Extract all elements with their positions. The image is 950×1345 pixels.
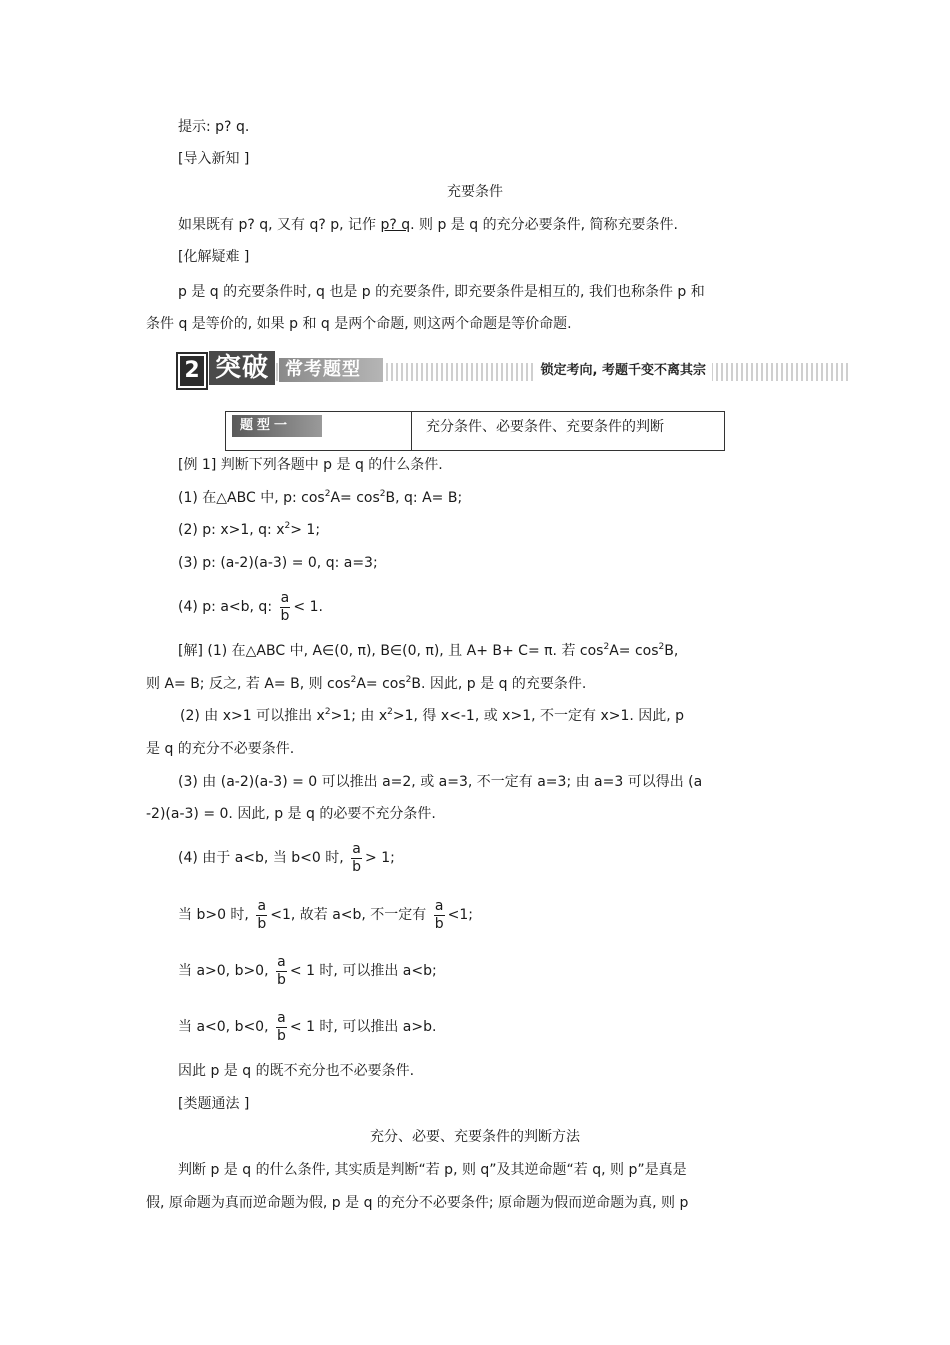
text: 当 b>0 时, <box>178 907 249 923</box>
fraction-a-over-b <box>280 590 291 625</box>
solution-4-line-4 <box>178 1007 436 1047</box>
clarify-line-1: p 是 q 的充要条件时, q 也是 p 的充要条件, 即充要条件是相互的, 我们也称条件 p 和 <box>178 284 705 300</box>
text: < 1 时, 可以推出 a>b. <box>289 1019 437 1035</box>
section-banner <box>176 349 848 389</box>
superscript: 2 <box>379 489 386 499</box>
definition-line <box>178 215 678 235</box>
hint-text: p? q. <box>215 119 250 135</box>
text: (2) 由 x>1 可以推出 x <box>180 708 325 724</box>
solution-3-line-2: -2)(a-3) = 0. 因此, p 是 q 的必要不充分条件. <box>146 806 436 822</box>
banner-stripes <box>176 363 848 381</box>
superscript: 2 <box>350 675 357 685</box>
text: B. 因此, p 是 q 的充要条件. <box>411 676 587 692</box>
numerator: a <box>257 897 267 914</box>
text: B, q: A= B; <box>385 490 463 506</box>
fraction-a-over-b <box>351 841 362 876</box>
numerator: a <box>277 1009 286 1026</box>
fraction-a-over-b <box>256 898 267 933</box>
fraction-a-over-b <box>276 954 287 989</box>
solution-2-line-1 <box>180 706 684 726</box>
denominator: b <box>257 915 267 932</box>
example-item-2 <box>178 520 320 540</box>
superscript: 2 <box>658 642 665 652</box>
denominator: b <box>277 971 286 988</box>
hint-label: 提示: <box>178 119 211 135</box>
text: (1) 在△ABC 中, p: cos <box>178 490 325 506</box>
text: <1, 故若 a<b, 不一定有 <box>270 907 427 923</box>
solution-4-line-3 <box>178 951 437 991</box>
question-type-title: 充分条件、必要条件、充要条件的判断 <box>426 419 664 435</box>
superscript: 2 <box>284 521 291 531</box>
text: < 1. <box>293 599 323 615</box>
text: (4) 由于 a<b, 当 b<0 时, <box>178 850 344 866</box>
banner-number: 2 <box>178 354 206 388</box>
heading-method: 充分、必要、充要条件的判断方法 <box>370 1129 580 1145</box>
text: (4) p: a<b, q: <box>178 599 273 615</box>
example-item-4 <box>178 587 323 627</box>
section-intro: [导入新知 ] <box>178 151 250 167</box>
hint-line <box>178 117 249 137</box>
superscript: 2 <box>387 707 393 717</box>
numerator: a <box>434 897 444 914</box>
solution-4-line-2 <box>178 895 473 935</box>
section-clarify: [化解疑难 ] <box>178 249 250 265</box>
text: 当 a<0, b<0, <box>178 1019 269 1035</box>
solution-2-line-2: 是 q 的充分不必要条件. <box>146 741 295 757</box>
fraction-a-over-b <box>276 1010 287 1045</box>
banner-tagline: 锁定考向, 考题千变不离其宗 <box>535 361 712 381</box>
banner-title: 突破 <box>209 351 275 385</box>
text: B, <box>664 643 679 659</box>
method-line-2: 假, 原命题为真而逆命题为假, p 是 q 的充分不必要条件; 原命题为假而逆命题为真, 则 p <box>146 1195 689 1211</box>
text: A= cos <box>356 676 406 692</box>
text: >1; 由 x <box>330 708 388 724</box>
solution-conclusion: 因此 p 是 q 的既不充分也不必要条件. <box>178 1063 415 1079</box>
denominator: b <box>280 607 290 624</box>
text: A= cos <box>330 490 380 506</box>
numerator: a <box>352 840 361 857</box>
superscript: 2 <box>603 642 610 652</box>
text: <1; <box>447 907 474 923</box>
question-type-label: 题型一 <box>232 415 322 437</box>
solution-1-line-2 <box>146 674 586 694</box>
definition-notation: p? q <box>380 217 411 233</box>
superscript: 2 <box>324 489 331 499</box>
method-line-1: 判断 p 是 q 的什么条件, 其实质是判断“若 p, 则 q”及其逆命题“若 q, 则 p”是真是 <box>178 1162 687 1178</box>
denominator: b <box>277 1027 286 1044</box>
text: 当 a>0, b>0, <box>178 963 269 979</box>
text: [解] (1) 在△ABC 中, A∈(0, π), B∈(0, π), 且 A+ B+ C= π. 若 cos <box>178 643 604 659</box>
banner-subtitle: 常考题型 <box>279 358 383 382</box>
numerator: a <box>277 953 286 970</box>
text: < 1 时, 可以推出 a<b; <box>289 963 437 979</box>
solution-1-line-1 <box>178 641 678 661</box>
text: > 1; <box>290 522 321 538</box>
definition-text-2: . 则 p 是 q 的充分必要条件, 简称充要条件. <box>410 217 678 233</box>
text: A= cos <box>609 643 659 659</box>
question-type-box <box>225 411 725 451</box>
superscript: 2 <box>405 675 412 685</box>
example-item-1 <box>178 488 462 508</box>
question-type-label-cell <box>226 412 412 450</box>
solution-4-line-1 <box>178 838 395 878</box>
solution-3-line-1: (3) 由 (a-2)(a-3) = 0 可以推出 a=2, 或 a=3, 不一定有 a=3; 由 a=3 可以得出 (a <box>178 774 703 790</box>
example-item-3: (3) p: (a-2)(a-3) = 0, q: a=3; <box>178 555 378 571</box>
definition-text-1: 如果既有 p? q, 又有 q? p, 记作 <box>178 217 381 233</box>
clarify-line-2: 条件 q 是等价的, 如果 p 和 q 是两个命题, 则这两个命题是等价命题. <box>146 316 572 332</box>
denominator: b <box>352 858 362 875</box>
section-method: [类题通法 ] <box>178 1096 250 1112</box>
text: (2) p: x>1, q: x <box>178 522 285 538</box>
numerator: a <box>280 589 290 606</box>
heading-chongyao: 充要条件 <box>447 184 503 200</box>
text: 则 A= B; 反之, 若 A= B, 则 cos <box>146 676 351 692</box>
example-heading: [例 1] 判断下列各题中 p 是 q 的什么条件. <box>178 457 443 473</box>
text: > 1; <box>365 850 395 866</box>
text: >1, 得 x<-1, 或 x>1, 不一定有 x>1. 因此, p <box>392 708 685 724</box>
denominator: b <box>434 915 444 932</box>
superscript: 2 <box>324 707 331 717</box>
fraction-a-over-b <box>434 898 445 933</box>
